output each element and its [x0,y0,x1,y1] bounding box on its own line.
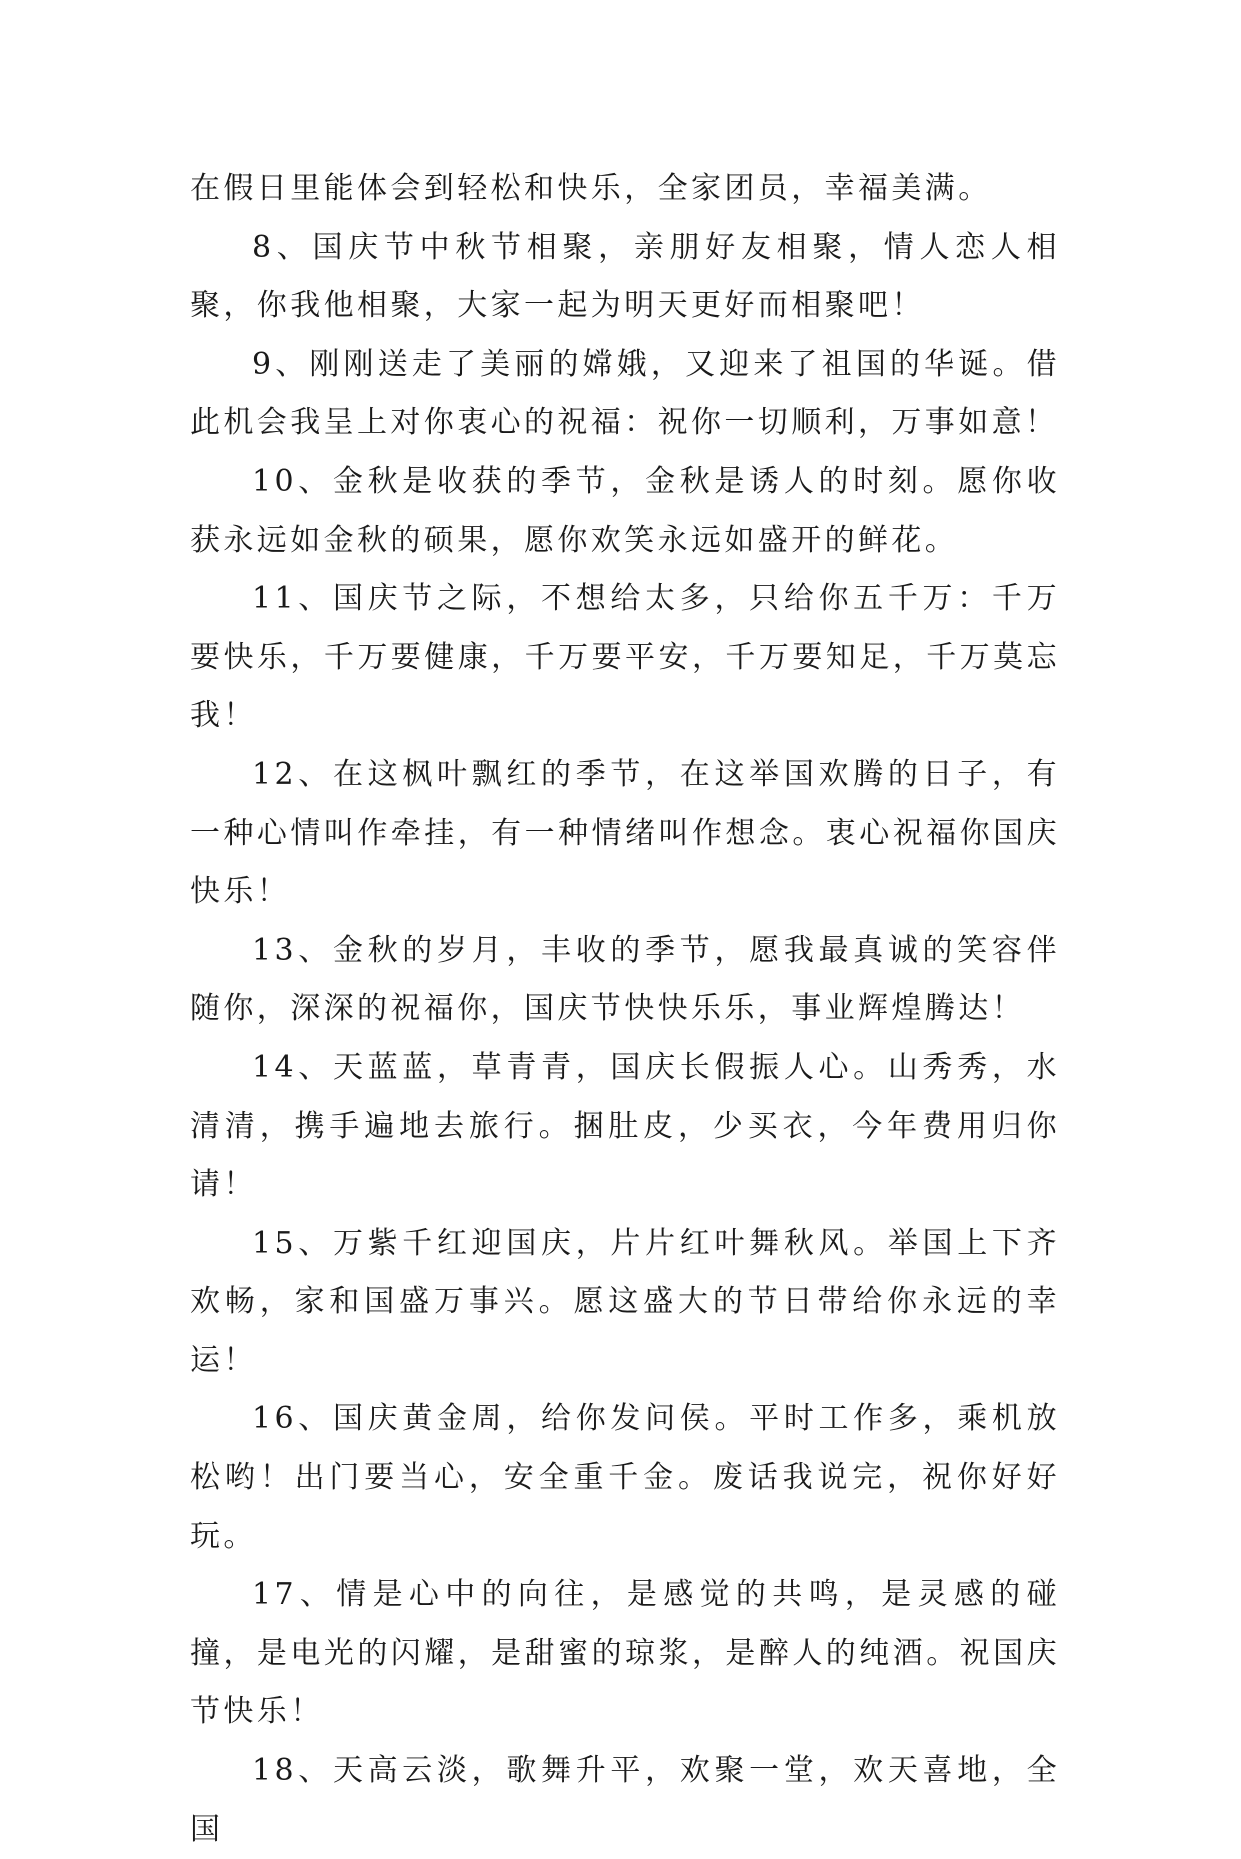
paragraph-wish-13: 13、金秋的岁月，丰收的季节，愿我最真诚的笑容伴随你，深深的祝福你，国庆节快快乐乐，事业辉煌腾达！ [190,932,1060,1027]
document-body [190,160,1060,1859]
paragraph-wish-11: 11、国庆节之际，不想给太多，只给你五千万：千万要快乐，千万要健康，千万要平安，千万要知足，千万莫忘我！ [190,581,1060,734]
paragraph-wish-17: 17、情是心中的向往，是感觉的共鸣，是灵感的碰撞，是电光的闪耀，是甜蜜的琼浆，是醉人的纯酒。祝国庆节快乐！ [190,1577,1060,1730]
paragraph-continuation: 在假日里能体会到轻松和快乐，全家团员，幸福美满。 [190,171,992,206]
paragraph-wish-16: 16、国庆黄金周，给你发问侯。平时工作多，乘机放松哟！出门要当心，安全重千金。废话我说完，祝你好好玩。 [190,1401,1060,1554]
paragraph-wish-12: 12、在这枫叶飘红的季节，在这举国欢腾的日子，有一种心情叫作牵挂，有一种情绪叫作想念。衷心祝福你国庆快乐！ [190,756,1060,910]
paragraph-wish-15: 15、万紫千红迎国庆，片片红叶舞秋风。举国上下齐欢畅，家和国盛万事兴。愿这盛大的节日带给你永远的幸运！ [190,1225,1060,1378]
paragraph-wish-18: 18、天高云淡，歌舞升平，欢聚一堂，欢天喜地，全国 [190,1753,1060,1847]
paragraph-wish-8: 8、国庆节中秋节相聚，亲朋好友相聚，情人恋人相聚，你我他相聚，大家一起为明天更好而相聚吧！ [190,229,1060,324]
paragraph-wish-9: 9、刚刚送走了美丽的嫦娥，又迎来了祖国的华诞。借此机会我呈上对你衷心的祝福：祝你一切顺利，万事如意！ [190,346,1060,441]
paragraph-wish-10: 10、金秋是收获的季节，金秋是诱人的时刻。愿你收获永远如金秋的硕果，愿你欢笑永远如盛开的鲜花。 [190,463,1060,558]
paragraph-wish-14: 14、天蓝蓝，草青青，国庆长假振人心。山秀秀，水清清，携手遍地去旅行。捆肚皮，少买衣，今年费用归你请！ [190,1049,1060,1203]
